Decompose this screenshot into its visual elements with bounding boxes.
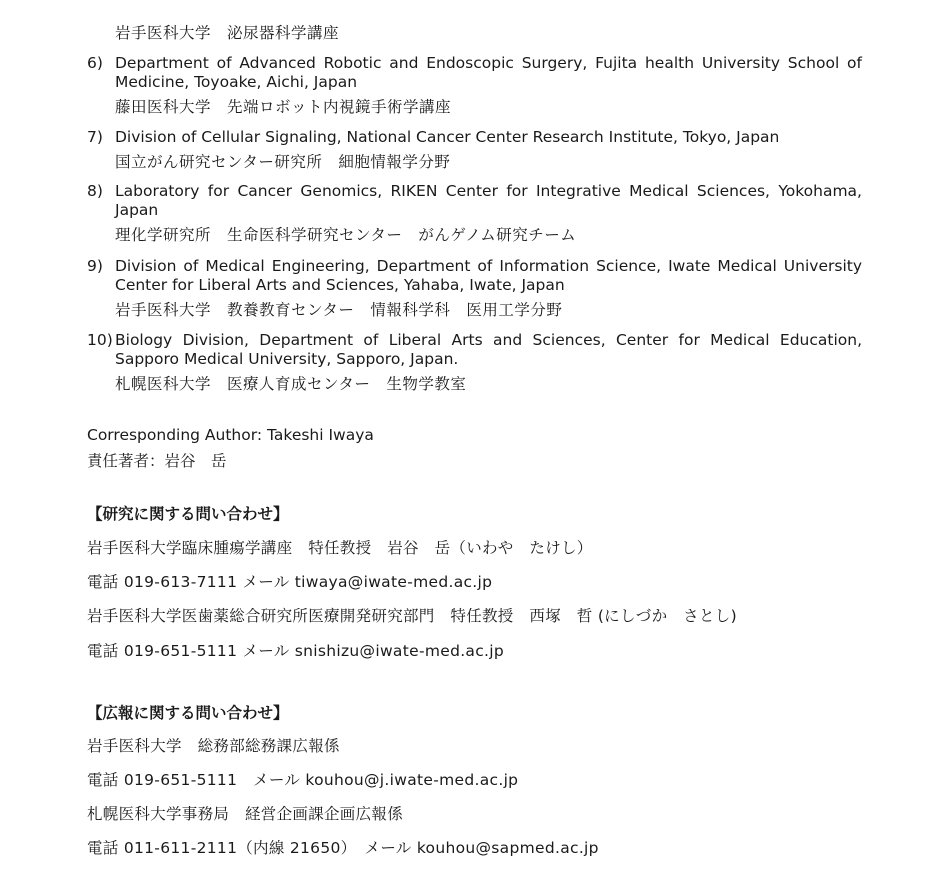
affiliation-ja: 国立がん研究センター研究所 細胞情報学分野 bbox=[115, 153, 451, 171]
affiliation-number: 9) bbox=[87, 257, 103, 275]
affiliation-continuation bbox=[87, 24, 862, 43]
affiliation-item bbox=[87, 257, 862, 320]
affiliation-en: Department of Advanced Robotic and Endoscopic Surgery, Fujita health University School of Medicine, Toyoake, Aichi, Japan bbox=[115, 54, 862, 91]
research-contact-line: 岩手医科大学臨床腫瘍学講座 特任教授 岩谷 岳（いわや たけし） bbox=[87, 539, 593, 557]
affiliation-item bbox=[87, 182, 862, 245]
affiliation-ja: 岩手医科大学 泌尿器科学講座 bbox=[115, 24, 340, 42]
affiliation-item bbox=[87, 331, 862, 394]
affiliation-number: 7) bbox=[87, 128, 103, 146]
affiliation-ja: 札幌医科大学 医療人育成センター 生物学教室 bbox=[115, 375, 467, 393]
affiliation-en: Division of Cellular Signaling, National Cancer Center Research Institute, Tokyo, Japan bbox=[115, 128, 780, 146]
corresponding-author-en: Corresponding Author: Takeshi Iwaya bbox=[87, 426, 374, 444]
affiliation-item bbox=[87, 128, 862, 172]
pr-contact-line: 電話 019-651-5111 メール kouhou@j.iwate-med.ac.jp bbox=[87, 771, 519, 789]
affiliation-item bbox=[87, 54, 862, 117]
pr-contact-line: 電話 011-611-2111（内線 21650） メール kouhou@sapmed.ac.jp bbox=[87, 839, 599, 857]
affiliation-ja: 岩手医科大学 教養教育センター 情報科学科 医用工学分野 bbox=[115, 301, 563, 319]
pr-contact-line: 岩手医科大学 総務部総務課広報係 bbox=[87, 737, 340, 755]
affiliation-ja: 理化学研究所 生命医科学研究センター がんゲノム研究チーム bbox=[115, 226, 577, 244]
research-contact-line: 電話 019-651-5111 メール snishizu@iwate-med.ac.jp bbox=[87, 642, 505, 660]
pr-contact-line: 札幌医科大学事務局 経営企画課企画広報係 bbox=[87, 805, 404, 823]
research-contact-line: 電話 019-613-7111 メール tiwaya@iwate-med.ac.jp bbox=[87, 573, 493, 591]
affiliation-number: 8) bbox=[87, 182, 103, 200]
research-inquiry-heading: 【研究に関する問い合わせ】 bbox=[87, 505, 289, 523]
affiliation-number: 10) bbox=[87, 331, 113, 349]
affiliation-ja: 藤田医科大学 先端ロボット内視鏡手術学講座 bbox=[115, 98, 452, 116]
research-contact-line: 岩手医科大学医歯薬総合研究所医療開発研究部門 特任教授 西塚 哲 (にしづか さとし) bbox=[87, 607, 737, 625]
affiliation-en: Biology Division, Department of Liberal Arts and Sciences, Center for Medical Education, Sapporo Medical University, Sapporo, Japan. bbox=[115, 331, 862, 368]
corresponding-author-ja: 責任著者：岩谷 岳 bbox=[87, 452, 227, 470]
affiliation-en: Division of Medical Engineering, Department of Information Science, Iwate Medical University Center for Liberal Arts and Sciences, Yahaba, Iwate, Japan bbox=[115, 257, 862, 294]
affiliation-en: Laboratory for Cancer Genomics, RIKEN Center for Integrative Medical Sciences, Yokohama, Japan bbox=[115, 182, 862, 219]
pr-inquiry-heading: 【広報に関する問い合わせ】 bbox=[87, 704, 289, 722]
affiliation-number: 6) bbox=[87, 54, 103, 72]
